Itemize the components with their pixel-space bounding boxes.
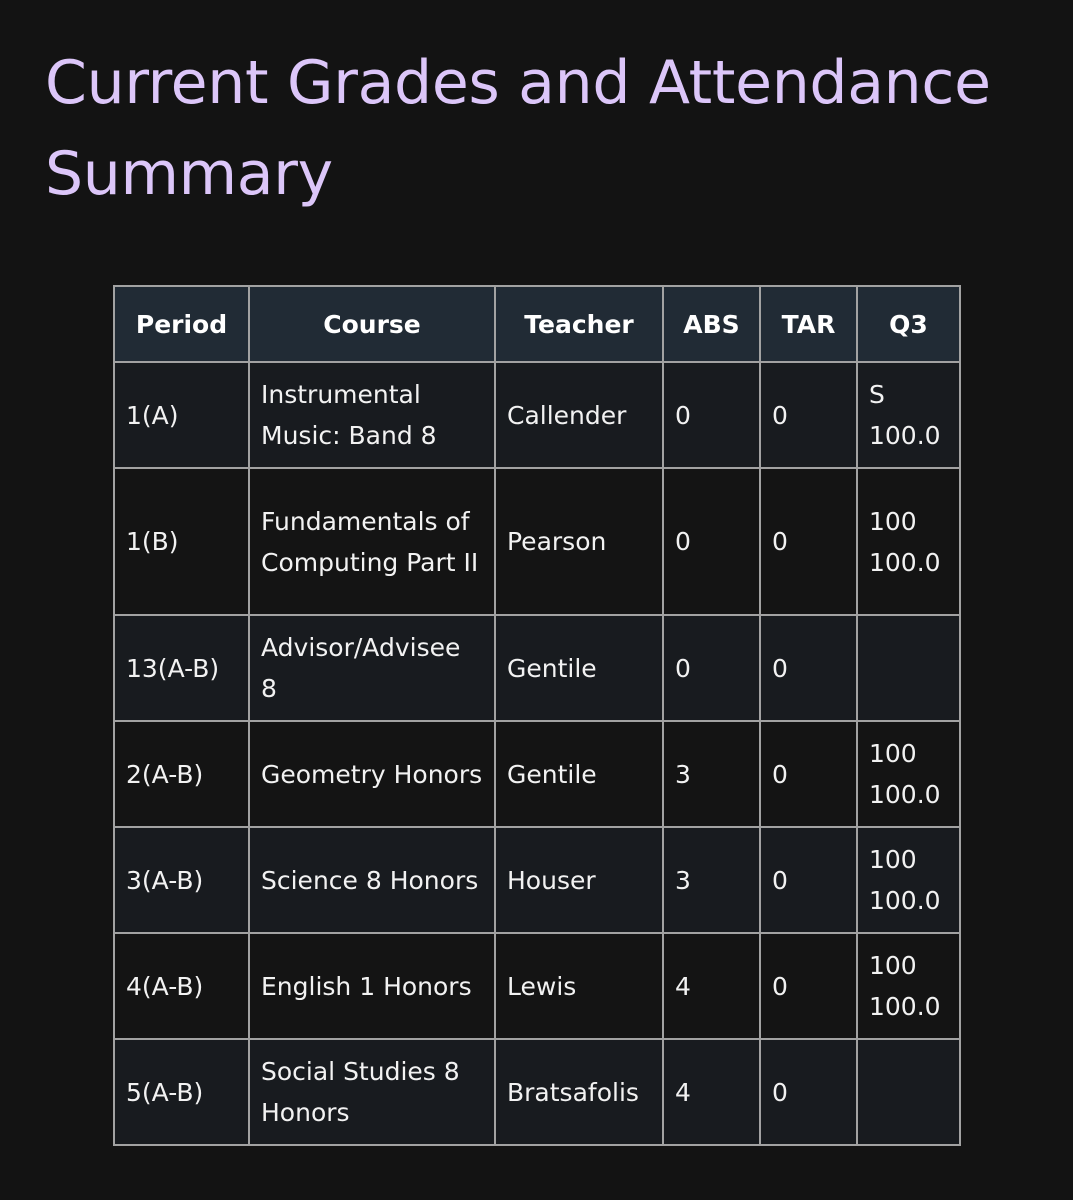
column-header-period[interactable]: Period	[115, 287, 248, 361]
table-row	[115, 934, 959, 1038]
cell-tar[interactable]: 0	[761, 469, 856, 614]
cell-q3-grade[interactable]	[858, 363, 959, 467]
cell-q3-grade[interactable]	[858, 934, 959, 1038]
cell-course[interactable]: English 1 Honors	[250, 934, 494, 1038]
cell-teacher: Callender	[496, 363, 662, 467]
cell-abs[interactable]: 0	[664, 363, 759, 467]
table-row	[115, 616, 959, 720]
q3-mark: 100	[869, 739, 917, 768]
table-header-row	[115, 287, 959, 361]
cell-tar[interactable]: 0	[761, 1040, 856, 1144]
cell-abs[interactable]: 3	[664, 828, 759, 932]
cell-q3-grade[interactable]	[858, 722, 959, 826]
cell-period: 1(B)	[115, 469, 248, 614]
column-header-course[interactable]: Course	[250, 287, 494, 361]
cell-tar[interactable]: 0	[761, 363, 856, 467]
cell-tar[interactable]: 0	[761, 828, 856, 932]
grades-table	[113, 285, 961, 1146]
table-row	[115, 722, 959, 826]
cell-teacher: Pearson	[496, 469, 662, 614]
cell-q3-grade	[858, 1040, 959, 1144]
q3-score: 100.0	[869, 992, 941, 1021]
cell-tar[interactable]: 0	[761, 722, 856, 826]
column-header-q3[interactable]: Q3	[858, 287, 959, 361]
cell-abs[interactable]: 0	[664, 616, 759, 720]
cell-teacher: Houser	[496, 828, 662, 932]
cell-abs[interactable]: 0	[664, 469, 759, 614]
q3-score: 100.0	[869, 780, 941, 809]
q3-score: 100.0	[869, 421, 941, 450]
table-row	[115, 1040, 959, 1144]
cell-q3-grade[interactable]	[858, 828, 959, 932]
table-row	[115, 363, 959, 467]
cell-q3-grade	[858, 616, 959, 720]
page-title: Current Grades and Attendance Summary	[45, 48, 991, 209]
q3-score: 100.0	[869, 886, 941, 915]
cell-period: 3(A-B)	[115, 828, 248, 932]
column-header-teacher[interactable]: Teacher	[496, 287, 662, 361]
cell-tar[interactable]: 0	[761, 616, 856, 720]
cell-abs[interactable]: 3	[664, 722, 759, 826]
cell-course[interactable]: Science 8 Honors	[250, 828, 494, 932]
cell-teacher: Lewis	[496, 934, 662, 1038]
q3-mark: S	[869, 380, 885, 409]
cell-teacher: Gentile	[496, 722, 662, 826]
q3-mark: 100	[869, 506, 917, 536]
cell-period: 2(A-B)	[115, 722, 248, 826]
cell-abs[interactable]: 4	[664, 1040, 759, 1144]
table-row	[115, 828, 959, 932]
cell-period: 1(A)	[115, 363, 248, 467]
table-row	[115, 469, 959, 614]
q3-mark: 100	[869, 845, 917, 874]
cell-q3-grade[interactable]	[858, 469, 959, 614]
cell-course[interactable]: Advisor/Advisee 8	[250, 616, 494, 720]
cell-period: 4(A-B)	[115, 934, 248, 1038]
cell-teacher: Bratsafolis	[496, 1040, 662, 1144]
cell-course[interactable]: Instrumental Music: Band 8	[250, 363, 494, 467]
q3-score: 100.0	[869, 547, 941, 577]
cell-period: 5(A-B)	[115, 1040, 248, 1144]
q3-mark: 100	[869, 951, 917, 980]
column-header-tar[interactable]: TAR	[761, 287, 856, 361]
cell-course[interactable]: Fundamentals of Computing Part II	[250, 469, 494, 614]
cell-course[interactable]: Social Studies 8 Honors	[250, 1040, 494, 1144]
cell-tar[interactable]: 0	[761, 934, 856, 1038]
cell-period: 13(A-B)	[115, 616, 248, 720]
column-header-abs[interactable]: ABS	[664, 287, 759, 361]
cell-abs[interactable]: 4	[664, 934, 759, 1038]
cell-course[interactable]: Geometry Honors	[250, 722, 494, 826]
cell-teacher: Gentile	[496, 616, 662, 720]
